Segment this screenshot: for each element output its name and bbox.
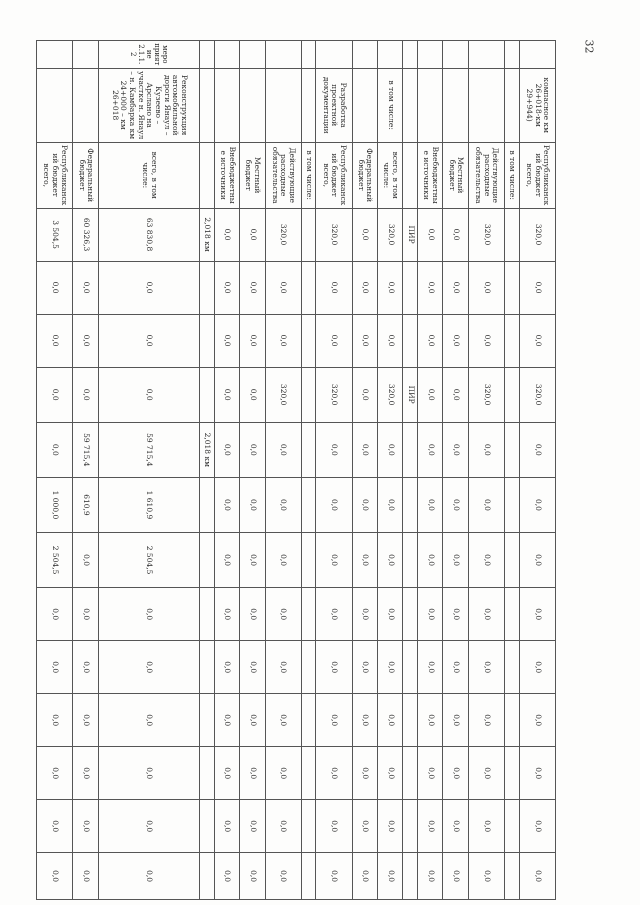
value-cell: 0,0	[214, 422, 239, 477]
measure-name-cell	[505, 68, 520, 142]
value-cell: 0,0	[378, 588, 403, 641]
value-cell: 0,0	[37, 261, 73, 314]
value-cell: 0,0	[98, 588, 199, 641]
value-cell: 0,0	[214, 588, 239, 641]
value-cell: 320,0	[378, 367, 403, 422]
value-cell: 0,0	[214, 314, 239, 367]
table-row	[200, 41, 215, 900]
value-cell: 0,0	[98, 747, 199, 800]
funding-source-cell	[200, 142, 215, 208]
value-cell: 0,0	[73, 800, 98, 853]
value-cell: 0,0	[352, 853, 377, 900]
value-cell: 0,0	[73, 588, 98, 641]
value-cell: 0,0	[418, 367, 443, 422]
value-cell: 0,0	[352, 422, 377, 477]
value-cell: 0,0	[468, 261, 504, 314]
value-cell	[505, 477, 520, 532]
value-cell: 0,0	[443, 261, 468, 314]
value-cell	[200, 853, 215, 900]
value-cell: 2 504,5	[37, 533, 73, 588]
value-cell: 0,0	[519, 747, 555, 800]
funding-source-cell: Федеральный бюджет	[73, 142, 98, 208]
value-cell: 0,0	[37, 853, 73, 900]
value-cell: 0,0	[214, 694, 239, 747]
value-cell: 610,9	[73, 477, 98, 532]
measure-number-cell	[403, 41, 418, 69]
value-cell	[301, 694, 316, 747]
value-cell: 0,0	[468, 747, 504, 800]
value-cell: 0,0	[265, 588, 301, 641]
measure-name-cell	[240, 68, 265, 142]
value-cell: 0,0	[443, 747, 468, 800]
value-cell: 0,0	[443, 800, 468, 853]
value-cell	[505, 314, 520, 367]
value-cell: 0,0	[73, 261, 98, 314]
funding-source-cell: Действующие расходные обязательства	[265, 142, 301, 208]
value-cell	[505, 208, 520, 261]
value-cell: 0,0	[98, 800, 199, 853]
page-number: 32	[582, 39, 596, 54]
value-cell: 0,0	[519, 694, 555, 747]
funding-source-cell: Местный бюджет	[443, 142, 468, 208]
value-cell	[403, 641, 418, 694]
value-cell: 3 504,5	[37, 208, 73, 261]
value-cell: 0,0	[265, 694, 301, 747]
value-cell	[301, 800, 316, 853]
value-cell: 0,0	[214, 747, 239, 800]
value-cell: 0,0	[352, 641, 377, 694]
value-cell: 0,0	[378, 477, 403, 532]
value-cell: 0,0	[418, 641, 443, 694]
value-cell: 0,0	[214, 641, 239, 694]
value-cell: 0,0	[98, 261, 199, 314]
value-cell	[200, 747, 215, 800]
value-cell: 2,018 км	[200, 422, 215, 477]
measure-number-cell	[73, 41, 98, 69]
value-cell: 0,0	[240, 314, 265, 367]
value-cell: 0,0	[443, 367, 468, 422]
value-cell: 0,0	[316, 800, 352, 853]
funding-source-cell: в том числе:	[301, 142, 316, 208]
measure-name-cell	[200, 68, 215, 142]
value-cell	[505, 533, 520, 588]
value-cell	[403, 853, 418, 900]
measure-number-cell	[505, 41, 520, 69]
value-cell	[301, 367, 316, 422]
value-cell	[505, 422, 520, 477]
table-row	[403, 41, 418, 900]
table-row	[37, 41, 73, 900]
value-cell	[505, 853, 520, 900]
value-cell: 0,0	[519, 853, 555, 900]
value-cell	[505, 588, 520, 641]
measure-name-cell	[265, 68, 301, 142]
value-cell: 0,0	[443, 314, 468, 367]
value-cell: 0,0	[443, 853, 468, 900]
value-cell	[200, 533, 215, 588]
value-cell	[505, 800, 520, 853]
value-cell: 0,0	[378, 314, 403, 367]
funding-source-cell: Республиканский бюджет всего,	[519, 142, 555, 208]
value-cell: 0,0	[73, 853, 98, 900]
value-cell: 0,0	[418, 261, 443, 314]
value-cell: 0,0	[73, 533, 98, 588]
value-cell: 0,0	[316, 747, 352, 800]
measure-number-cell	[418, 41, 443, 69]
value-cell: 0,0	[443, 588, 468, 641]
value-cell: 0,0	[352, 747, 377, 800]
value-cell	[200, 641, 215, 694]
value-cell	[403, 747, 418, 800]
value-cell: 0,0	[316, 853, 352, 900]
value-cell	[200, 477, 215, 532]
table-row	[240, 41, 265, 900]
funding-source-cell: в том числе:	[505, 142, 520, 208]
value-cell: 2,018 км	[200, 208, 215, 261]
funding-source-cell: всего, в том числе:	[378, 142, 403, 208]
measure-name-cell: Разработка проектной документации	[316, 68, 352, 142]
value-cell: 0,0	[214, 800, 239, 853]
value-cell: 0,0	[352, 208, 377, 261]
value-cell: 0,0	[352, 261, 377, 314]
value-cell	[505, 694, 520, 747]
table-row	[98, 41, 199, 900]
value-cell: 0,0	[240, 853, 265, 900]
value-cell	[403, 261, 418, 314]
value-cell: 0,0	[519, 533, 555, 588]
value-cell	[403, 694, 418, 747]
value-cell: 0,0	[265, 314, 301, 367]
value-cell: 0,0	[265, 641, 301, 694]
funding-source-cell: Федеральный бюджет	[352, 142, 377, 208]
value-cell: 0,0	[98, 853, 199, 900]
value-cell: 1 000,0	[37, 477, 73, 532]
value-cell: 0,0	[316, 261, 352, 314]
funding-source-cell: Действующие расходные обязательства	[468, 142, 504, 208]
table-row	[73, 41, 98, 900]
measure-name-cell	[214, 68, 239, 142]
funding-source-cell: Внебюджетные источники	[214, 142, 239, 208]
table-row	[378, 41, 403, 900]
value-cell: 0,0	[378, 261, 403, 314]
value-cell: 0,0	[418, 314, 443, 367]
table-row	[352, 41, 377, 900]
value-cell	[200, 261, 215, 314]
value-cell: 0,0	[316, 477, 352, 532]
value-cell: 0,0	[240, 641, 265, 694]
value-cell	[200, 694, 215, 747]
measure-name-cell: компасное км 26+018-км 29+944)	[519, 68, 555, 142]
value-cell: 0,0	[37, 694, 73, 747]
value-cell: 0,0	[37, 641, 73, 694]
value-cell: 0,0	[316, 533, 352, 588]
value-cell: 0,0	[519, 641, 555, 694]
value-cell: 0,0	[316, 641, 352, 694]
table-row	[265, 41, 301, 900]
value-cell: 0,0	[240, 533, 265, 588]
value-cell: 0,0	[378, 747, 403, 800]
measure-number-cell	[37, 41, 73, 69]
value-cell: 0,0	[352, 533, 377, 588]
funding-source-cell: всего, в том числе:	[98, 142, 199, 208]
value-cell: 0,0	[468, 853, 504, 900]
value-cell: 320,0	[468, 367, 504, 422]
value-cell: 0,0	[73, 641, 98, 694]
value-cell: 0,0	[418, 800, 443, 853]
value-cell: 0,0	[443, 694, 468, 747]
value-cell: 0,0	[443, 641, 468, 694]
measure-number-cell	[468, 41, 504, 69]
value-cell: 320,0	[378, 208, 403, 261]
value-cell: 0,0	[240, 422, 265, 477]
value-cell: 0,0	[352, 314, 377, 367]
value-cell: 0,0	[443, 208, 468, 261]
value-cell: 0,0	[37, 367, 73, 422]
value-cell: 0,0	[214, 261, 239, 314]
measure-name-cell	[418, 68, 443, 142]
value-cell: 0,0	[214, 208, 239, 261]
value-cell	[301, 533, 316, 588]
value-cell: 0,0	[37, 422, 73, 477]
value-cell: 320,0	[468, 208, 504, 261]
value-cell: 0,0	[443, 533, 468, 588]
value-cell: 0,0	[468, 314, 504, 367]
value-cell: 0,0	[418, 422, 443, 477]
value-cell	[403, 477, 418, 532]
value-cell: 0,0	[265, 477, 301, 532]
value-cell: 0,0	[214, 367, 239, 422]
value-cell: 0,0	[352, 694, 377, 747]
value-cell: 0,0	[378, 422, 403, 477]
value-cell: 0,0	[352, 800, 377, 853]
funding-source-cell: Республиканский бюджет всего,	[37, 142, 73, 208]
value-cell: 0,0	[73, 747, 98, 800]
value-cell	[301, 422, 316, 477]
value-cell	[301, 261, 316, 314]
value-cell: 0,0	[418, 208, 443, 261]
value-cell: 0,0	[468, 641, 504, 694]
table-row	[443, 41, 468, 900]
value-cell	[505, 641, 520, 694]
value-cell	[505, 261, 520, 314]
funding-source-cell	[403, 142, 418, 208]
value-cell: 0,0	[378, 641, 403, 694]
value-cell: 0,0	[519, 314, 555, 367]
measure-name-cell	[403, 68, 418, 142]
value-cell: 0,0	[519, 800, 555, 853]
value-cell: 0,0	[468, 694, 504, 747]
value-cell: 0,0	[378, 694, 403, 747]
funding-source-cell: Местный бюджет	[240, 142, 265, 208]
value-cell: 0,0	[37, 314, 73, 367]
measure-number-cell	[443, 41, 468, 69]
value-cell: 0,0	[240, 588, 265, 641]
value-cell	[301, 588, 316, 641]
value-cell: 0,0	[418, 694, 443, 747]
value-cell: 0,0	[37, 747, 73, 800]
value-cell: 0,0	[468, 477, 504, 532]
value-cell	[301, 641, 316, 694]
measure-name-cell	[73, 68, 98, 142]
value-cell	[403, 588, 418, 641]
value-cell	[200, 314, 215, 367]
value-cell: 2 504,5	[98, 533, 199, 588]
measure-number-cell: мероприятие 2.1.1.2	[98, 41, 199, 69]
value-cell: 0,0	[418, 477, 443, 532]
value-cell: 0,0	[265, 747, 301, 800]
value-cell: 0,0	[240, 367, 265, 422]
value-cell: 0,0	[73, 367, 98, 422]
value-cell: 0,0	[214, 533, 239, 588]
measure-number-cell	[240, 41, 265, 69]
value-cell: 320,0	[265, 367, 301, 422]
table-row	[468, 41, 504, 900]
value-cell	[301, 208, 316, 261]
value-cell	[301, 314, 316, 367]
value-cell: 0,0	[265, 800, 301, 853]
value-cell: 0,0	[73, 694, 98, 747]
value-cell: 0,0	[316, 694, 352, 747]
value-cell: 63 830,8	[98, 208, 199, 261]
value-cell	[505, 367, 520, 422]
measure-number-cell	[214, 41, 239, 69]
value-cell: 0,0	[418, 747, 443, 800]
budget-table	[36, 40, 556, 900]
value-cell: 0,0	[316, 422, 352, 477]
value-cell: 60 326,3	[73, 208, 98, 261]
value-cell: 320,0	[519, 367, 555, 422]
value-cell: 320,0	[519, 208, 555, 261]
value-cell	[505, 747, 520, 800]
value-cell: 0,0	[98, 367, 199, 422]
value-cell: 0,0	[98, 641, 199, 694]
value-cell: 0,0	[240, 208, 265, 261]
value-cell: 0,0	[443, 422, 468, 477]
value-cell: 0,0	[214, 853, 239, 900]
value-cell: 0,0	[240, 747, 265, 800]
measure-number-cell	[352, 41, 377, 69]
value-cell: 0,0	[37, 800, 73, 853]
measure-name-cell	[37, 68, 73, 142]
value-cell: 0,0	[468, 800, 504, 853]
value-cell: 0,0	[352, 367, 377, 422]
measure-number-cell	[316, 41, 352, 69]
value-cell: 0,0	[418, 853, 443, 900]
value-cell: 0,0	[265, 261, 301, 314]
value-cell: 59 715,4	[73, 422, 98, 477]
value-cell: 0,0	[98, 694, 199, 747]
value-cell: 0,0	[418, 533, 443, 588]
value-cell: 0,0	[98, 314, 199, 367]
table-row	[214, 41, 239, 900]
table-row	[316, 41, 352, 900]
value-cell: 0,0	[468, 588, 504, 641]
value-cell: 0,0	[378, 800, 403, 853]
value-cell: 0,0	[352, 477, 377, 532]
funding-source-cell: Внебюджетные источники	[418, 142, 443, 208]
value-cell	[403, 422, 418, 477]
table-row	[418, 41, 443, 900]
value-cell: 0,0	[316, 314, 352, 367]
value-cell: 320,0	[265, 208, 301, 261]
value-cell: 0,0	[519, 588, 555, 641]
value-cell	[200, 588, 215, 641]
measure-number-cell	[200, 41, 215, 69]
value-cell: 0,0	[265, 422, 301, 477]
table-row	[519, 41, 555, 900]
value-cell: 320,0	[316, 208, 352, 261]
measure-name-cell	[352, 68, 377, 142]
value-cell: 0,0	[378, 533, 403, 588]
value-cell: 0,0	[468, 422, 504, 477]
measure-number-cell	[301, 41, 316, 69]
measure-name-cell: Реконструкция автомобильной дороги Янаул – Кузеево – Арслано на участке н. Янаул – н. Камбарка км 24+000 – км 26+018	[98, 68, 199, 142]
value-cell: 0,0	[316, 588, 352, 641]
measure-number-cell	[265, 41, 301, 69]
value-cell: 0,0	[240, 800, 265, 853]
value-cell: 0,0	[378, 853, 403, 900]
value-cell: 0,0	[468, 533, 504, 588]
value-cell: 0,0	[265, 853, 301, 900]
measure-name-cell	[443, 68, 468, 142]
value-cell	[301, 747, 316, 800]
value-cell: 0,0	[240, 477, 265, 532]
value-cell	[200, 367, 215, 422]
measure-name-cell: в том числе:	[378, 68, 403, 142]
value-cell: 0,0	[519, 477, 555, 532]
value-cell: ПИР	[403, 367, 418, 422]
value-cell: 0,0	[37, 588, 73, 641]
value-cell: 320,0	[316, 367, 352, 422]
value-cell	[403, 533, 418, 588]
value-cell: 0,0	[519, 422, 555, 477]
value-cell: 0,0	[443, 477, 468, 532]
value-cell: 0,0	[352, 588, 377, 641]
funding-source-cell: Республиканский бюджет всего,	[316, 142, 352, 208]
value-cell: 0,0	[265, 533, 301, 588]
rotated-table-wrapper	[36, 40, 556, 900]
value-cell: ПИР	[403, 208, 418, 261]
value-cell: 59 715,4	[98, 422, 199, 477]
measure-name-cell	[468, 68, 504, 142]
value-cell	[301, 477, 316, 532]
value-cell	[403, 800, 418, 853]
value-cell: 0,0	[214, 477, 239, 532]
measure-number-cell	[519, 41, 555, 69]
value-cell: 0,0	[73, 314, 98, 367]
value-cell	[200, 800, 215, 853]
value-cell: 0,0	[519, 261, 555, 314]
table-row	[505, 41, 520, 900]
value-cell: 0,0	[240, 261, 265, 314]
value-cell: 0,0	[240, 694, 265, 747]
value-cell: 1 610,9	[98, 477, 199, 532]
value-cell	[403, 314, 418, 367]
value-cell: 0,0	[418, 588, 443, 641]
measure-number-cell	[378, 41, 403, 69]
value-cell	[301, 853, 316, 900]
table-body	[37, 41, 556, 900]
table-row	[301, 41, 316, 900]
measure-name-cell	[301, 68, 316, 142]
